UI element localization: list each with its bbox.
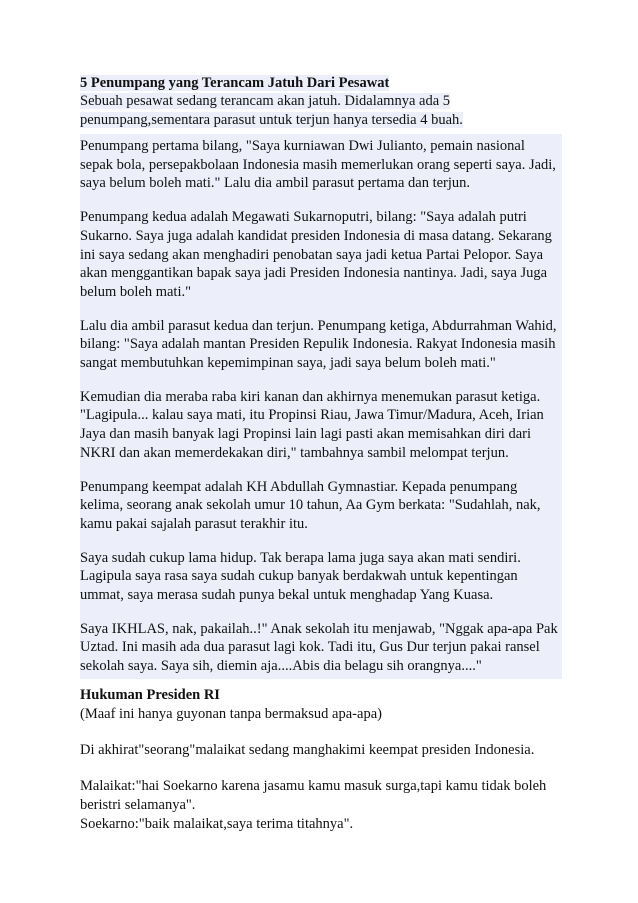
story-paragraph-1: Penumpang pertama bilang, "Saya kurniawan Dwi Julianto, pemain nasional sepak bola, persepakbolaan Indonesia masih memerlukan orang seperti saya. Jadi, saya belum boleh mati." Lalu dia ambil parasut pertama dan terjun. [80, 138, 556, 192]
second-story-title: Hukuman Presiden RI [80, 686, 220, 703]
second-story [80, 686, 566, 834]
story-intro [80, 92, 566, 129]
highlighted-story-block [80, 134, 562, 679]
second-story-line-2: Malaikat:"hai Soekarno karena jasamu kamu masuk surga,tapi kamu tidak boleh beristri selamanya". [80, 777, 547, 813]
story-paragraph-7: Saya IKHLAS, nak, pakailah..!" Anak sekolah itu menjawab, "Nggak apa-apa Pak Uztad. Ini masih ada dua parasut lagi kok. Tadi itu, Gus Dur terjun pakai ransel sekolah saya. Saya sih, diemin aja....Abis dia belagu sih orangnya...." [80, 620, 558, 675]
story-paragraph-3: Lalu dia ambil parasut kedua dan terjun. Penumpang ketiga, Abdurrahman Wahid, bilang: "Saya adalah mantan Presiden Repulik Indonesia. Rakyat Indonesia masih sangat membutuhkan kepemimpinan saya, jadi saya belum boleh mati." [80, 317, 557, 372]
second-story-line-1: Di akhirat"seorang"malaikat sedang manghakimi keempat presiden Indonesia. [80, 741, 535, 758]
second-story-subtitle: (Maaf ini hanya guyonan tanpa bermaksud apa-apa) [80, 705, 382, 722]
story-title-text: 5 Penumpang yang Terancam Jatuh Dari Pesawat [80, 75, 390, 91]
document-page [80, 74, 566, 834]
story-intro-text: Sebuah pesawat sedang terancam akan jatuh. Didalamnya ada 5 penumpang,sementara parasut untuk terjun hanya tersedia 4 buah. [80, 93, 463, 128]
story-paragraph-4: Kemudian dia meraba raba kiri kanan dan akhirnya menemukan parasut ketiga. "Lagipula... kalau saya mati, itu Propinsi Riau, Jawa Timur/Madura, Aceh, Irian Jaya dan masih banyak lagi Propinsi lain lagi pasti akan memisahkan diri dari NKRI dan akan memerdekakan diri," tambahnya sambil melompat terjun. [80, 388, 544, 461]
story-paragraph-5: Penumpang keempat adalah KH Abdullah Gymnastiar. Kepada penumpang kelima, seorang anak sekolah umur 10 tahun, Aa Gym berkata: "Sudahlah, nak, kamu pakai sajalah parasut terakhir itu. [80, 478, 541, 532]
story-title [80, 74, 566, 92]
second-story-line-3: Soekarno:"baik malaikat,saya terima titahnya". [80, 815, 354, 832]
story-paragraph-2: Penumpang kedua adalah Megawati Sukarnoputri, bilang: "Saya adalah putri Sukarno. Saya juga adalah kandidat presiden Indonesia di masa datang. Sekarang ini saya sedang akan menghadiri penobatan saya jadi ketua Partai Pelopor. Saya akan menggantikan bapak saya jadi Presiden Indonesia nantinya. Jadi, saya Juga belum boleh mati." [80, 209, 552, 300]
story-paragraph-6: Saya sudah cukup lama hidup. Tak berapa lama juga saya akan mati sendiri. Lagipula saya rasa saya sudah cukup banyak berdakwah untuk kepentingan ummat, saya merasa sudah punya bekal untuk menghadap Yang Kuasa. [80, 549, 521, 604]
